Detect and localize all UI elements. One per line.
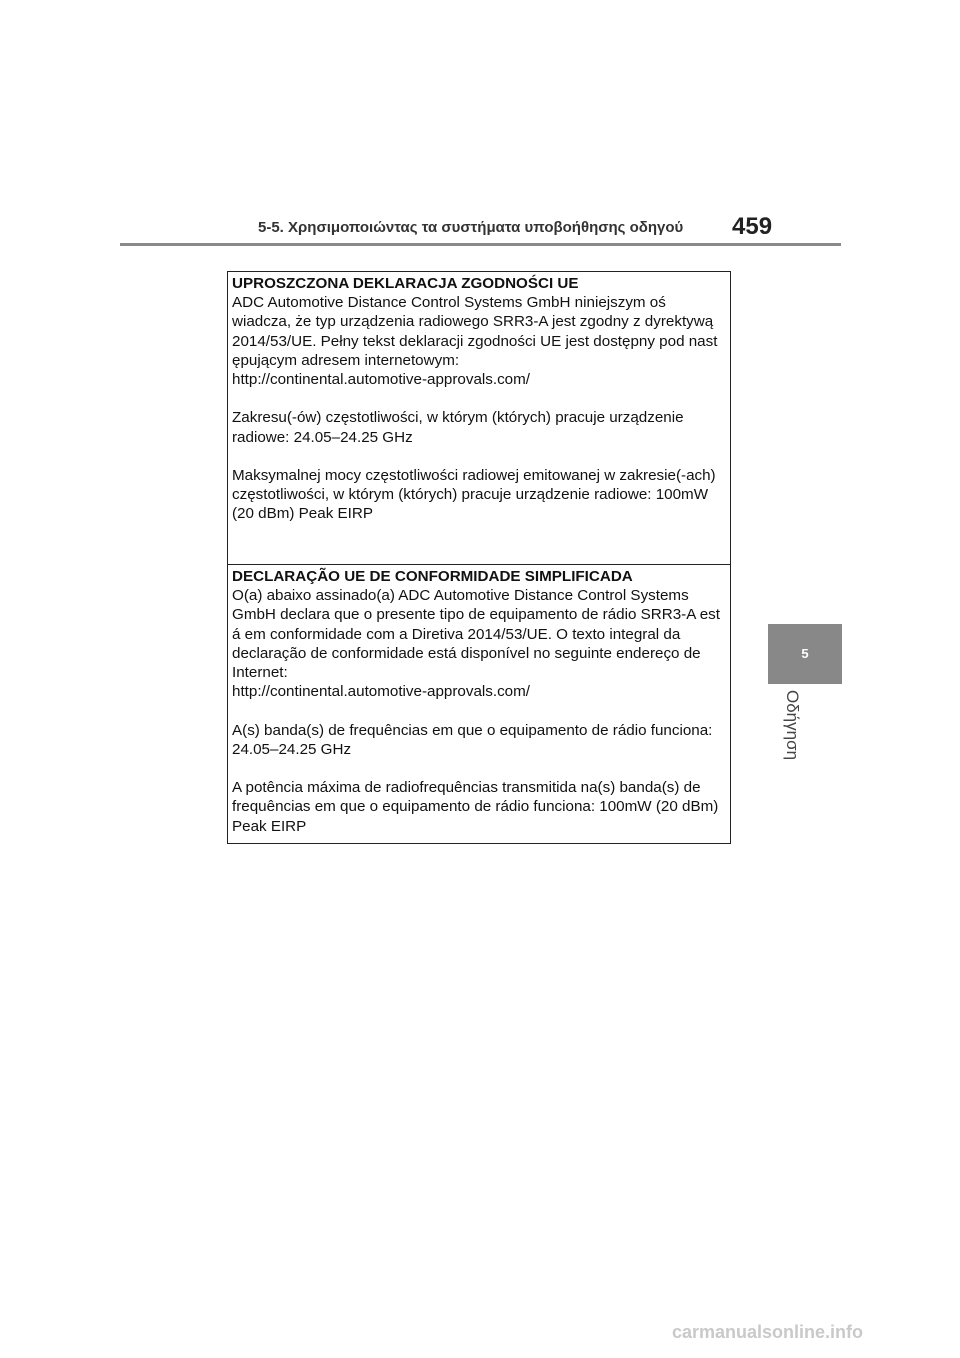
polish-paragraph-1 xyxy=(232,293,726,389)
url-line: http://continental.automotive-approvals.com/ xyxy=(232,683,531,701)
text-line: Peak EIRP xyxy=(232,817,307,835)
polish-declaration-title: UPROSZCZONA DEKLARACJA ZGODNOŚCI UE xyxy=(232,275,579,292)
text-line: ępującym adresem internetowym: xyxy=(232,351,460,369)
text-line: 2014/53/UE. Pełny tekst deklaracji zgodności UE jest dostępny pod nast xyxy=(232,332,718,350)
text-line: radiowe: 24.05–24.25 GHz xyxy=(232,428,413,446)
text-line: frequências em que o equipamento de rádio funciona: 100mW (20 dBm) xyxy=(232,798,719,816)
chapter-label xyxy=(778,690,808,780)
portuguese-paragraph-2 xyxy=(232,721,726,759)
header-divider xyxy=(120,243,841,246)
text-line: O(a) abaixo assinado(a) ADC Automotive Distance Control Systems xyxy=(232,587,689,605)
portuguese-declaration-title: DECLARAÇÃO UE DE CONFORMIDADE SIMPLIFICADA xyxy=(232,568,633,585)
polish-paragraph-3 xyxy=(232,466,726,524)
portuguese-paragraph-3 xyxy=(232,778,726,836)
chapter-label-text: Οδήγηση xyxy=(783,690,802,761)
text-line: Maksymalnej mocy częstotliwości radiowej emitowanej w zakresie(-ach) xyxy=(232,467,716,484)
text-line: (20 dBm) Peak EIRP xyxy=(232,505,373,523)
page-number: 459 xyxy=(732,213,773,240)
polish-declaration-box xyxy=(227,271,731,565)
polish-paragraph-2 xyxy=(232,408,726,446)
text-line: A potência máxima de radiofrequências transmitida na(s) banda(s) de xyxy=(232,779,701,797)
text-line: GmbH declara que o presente tipo de equipamento de rádio SRR3-A est xyxy=(232,606,720,624)
text-line: Internet: xyxy=(232,664,288,682)
section-header-title: 5-5. Χρησιμοποιώντας τα συστήματα υποβοήθησης οδηγού xyxy=(258,219,684,236)
text-line: 24.05–24.25 GHz xyxy=(232,740,352,758)
text-line: á em conformidade com a Diretiva 2014/53/UE. O texto integral da xyxy=(232,625,681,643)
text-line: A(s) banda(s) de frequências em que o equipamento de rádio funciona: xyxy=(232,721,713,739)
text-line: wiadcza, że typ urządzenia radiowego SRR3-A jest zgodny z dyrektywą xyxy=(232,313,714,331)
text-line: ADC Automotive Distance Control Systems GmbH niniejszym oś xyxy=(232,294,666,312)
url-line: http://continental.automotive-approvals.com/ xyxy=(232,371,531,389)
text-line: częstotliwości, w którym (których) pracuje urządzenie radiowe: 100mW xyxy=(232,486,709,504)
portuguese-paragraph-1 xyxy=(232,586,726,701)
portuguese-declaration-box xyxy=(227,565,731,844)
text-line: Zakresu(-ów) częstotliwości, w którym (których) pracuje urządzenie xyxy=(232,409,684,427)
chapter-tab: 5 xyxy=(768,624,842,684)
text-line: declaração de conformidade está disponível no seguinte endereço de xyxy=(232,644,701,662)
watermark-text: carmanualsonline.info xyxy=(672,1322,864,1342)
